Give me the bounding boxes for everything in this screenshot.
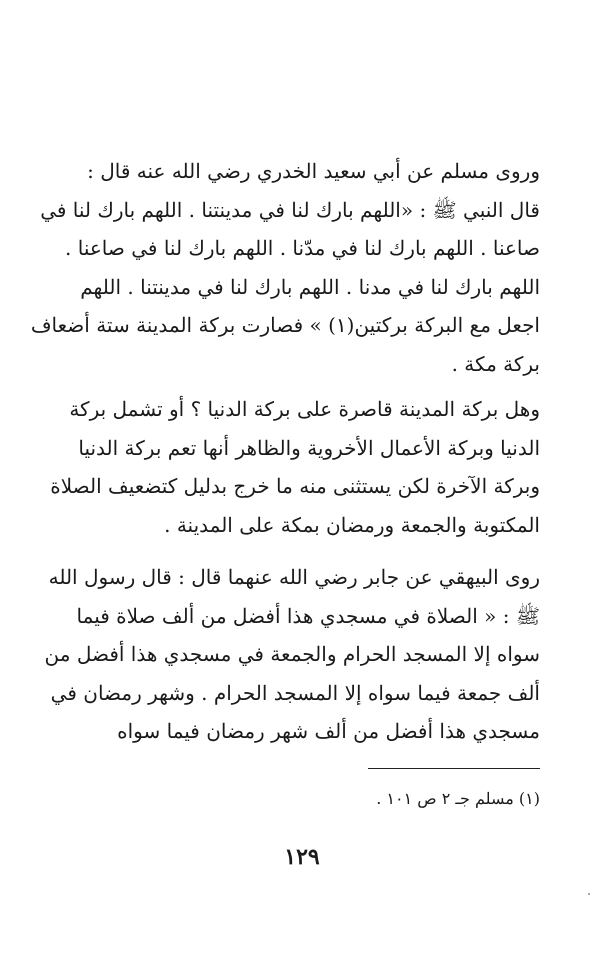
text-line: بركة مكة . <box>451 351 540 376</box>
text-line: المكتوبة والجمعة ورمضان بمكة على المدينة . <box>164 512 540 537</box>
text-line: مسجدي هذا أفضل من ألف شهر رمضان فيما سواه <box>117 719 540 743</box>
paragraph-1 <box>30 152 540 383</box>
footnote: (١) مسلم جـ ٢ ص ١٠١ . <box>376 789 540 808</box>
text-line: الدنيا وبركة الأعمال الأخروية والظاهر أنها تعم بركة الدنيا <box>78 435 540 460</box>
text-line: وبركة الآخرة لكن يستثنى منه ما خرج بدليل كتضعيف الصلاة <box>50 474 540 498</box>
page-number: ١٢٩ <box>284 844 320 870</box>
paragraph-3 <box>44 558 540 751</box>
text-line: ﷺ : « الصلاة في مسجدي هذا أفضل من ألف صلاة فيما <box>76 603 540 628</box>
text-line: صاعنا . اللهم بارك لنا في مدّنا . اللهم بارك لنا في صاعنا . <box>65 236 540 260</box>
text-line: قال النبي ﷺ : «اللهم بارك لنا في مدينتنا . اللهم بارك لنا في <box>40 197 540 222</box>
text-line: سواه إلا المسجد الحرام والجمعة في مسجدي هذا أفضل من <box>44 642 540 666</box>
text-line: وروى مسلم عن أبي سعيد الخدري رضي الله عنه قال : <box>87 159 540 183</box>
scan-speck <box>588 893 590 895</box>
text-line: ألف جمعة فيما سواه إلا المسجد الحرام . وشهر رمضان في <box>50 680 540 705</box>
paragraph-2 <box>50 390 540 544</box>
text-line: وهل بركة المدينة قاصرة على بركة الدنيا ؟ أو تشمل بركة <box>69 397 540 421</box>
text-line: اللهم بارك لنا في مدنا . اللهم بارك لنا في مدينتنا . اللهم <box>80 274 540 299</box>
text-line: روى البيهقي عن جابر رضي الله عنهما قال : قال رسول الله <box>48 565 540 589</box>
footnote-divider <box>368 768 540 769</box>
text-line: اجعل مع البركة بركتين(١) » فصارت بركة المدينة ستة أضعاف <box>30 313 540 337</box>
